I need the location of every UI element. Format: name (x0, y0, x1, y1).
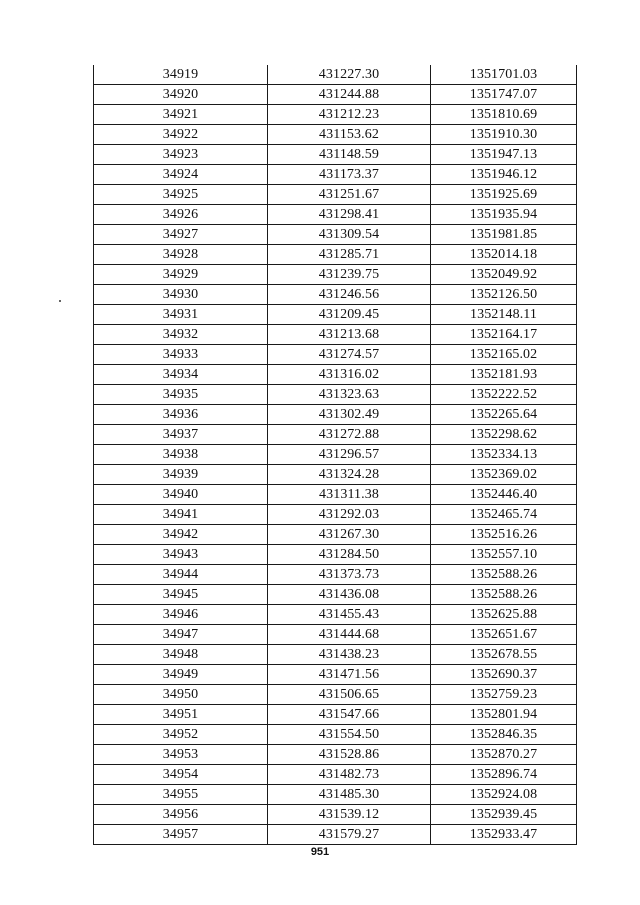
point-id-cell: 34925 (94, 185, 268, 205)
point-id-cell: 34952 (94, 725, 268, 745)
table-row (94, 145, 577, 165)
table-row (94, 485, 577, 505)
table-row (94, 445, 577, 465)
point-id-cell: 34944 (94, 565, 268, 585)
y-coordinate-cell: 1352759.23 (431, 685, 577, 705)
table-row (94, 365, 577, 385)
table-row (94, 685, 577, 705)
table-row (94, 305, 577, 325)
table-row (94, 785, 577, 805)
y-coordinate-cell: 1352265.64 (431, 405, 577, 425)
coordinate-table-body (94, 65, 577, 845)
table-row (94, 805, 577, 825)
point-id-cell: 34930 (94, 285, 268, 305)
x-coordinate-cell: 431444.68 (268, 625, 431, 645)
x-coordinate-cell: 431506.65 (268, 685, 431, 705)
y-coordinate-cell: 1352126.50 (431, 285, 577, 305)
point-id-cell: 34949 (94, 665, 268, 685)
point-id-cell: 34940 (94, 485, 268, 505)
y-coordinate-cell: 1352896.74 (431, 765, 577, 785)
point-id-cell: 34924 (94, 165, 268, 185)
page-number: 951 (310, 846, 330, 858)
table-row (94, 525, 577, 545)
x-coordinate-cell: 431246.56 (268, 285, 431, 305)
y-coordinate-cell: 1352651.67 (431, 625, 577, 645)
table-row (94, 405, 577, 425)
x-coordinate-cell: 431471.56 (268, 665, 431, 685)
x-coordinate-cell: 431316.02 (268, 365, 431, 385)
x-coordinate-cell: 431579.27 (268, 825, 431, 845)
y-coordinate-cell: 1352870.27 (431, 745, 577, 765)
table-row (94, 125, 577, 145)
table-row (94, 725, 577, 745)
x-coordinate-cell: 431482.73 (268, 765, 431, 785)
x-coordinate-cell: 431485.30 (268, 785, 431, 805)
table-row (94, 105, 577, 125)
x-coordinate-cell: 431373.73 (268, 565, 431, 585)
point-id-cell: 34957 (94, 825, 268, 845)
y-coordinate-cell: 1352222.52 (431, 385, 577, 405)
x-coordinate-cell: 431436.08 (268, 585, 431, 605)
x-coordinate-cell: 431212.23 (268, 105, 431, 125)
point-id-cell: 34937 (94, 425, 268, 445)
y-coordinate-cell: 1352181.93 (431, 365, 577, 385)
table-row (94, 565, 577, 585)
y-coordinate-cell: 1352164.17 (431, 325, 577, 345)
point-id-cell: 34932 (94, 325, 268, 345)
table-row (94, 185, 577, 205)
x-coordinate-cell: 431227.30 (268, 65, 431, 85)
x-coordinate-cell: 431148.59 (268, 145, 431, 165)
y-coordinate-cell: 1352933.47 (431, 825, 577, 845)
table-row (94, 505, 577, 525)
x-coordinate-cell: 431267.30 (268, 525, 431, 545)
table-row (94, 745, 577, 765)
table-row (94, 625, 577, 645)
y-coordinate-cell: 1352588.26 (431, 565, 577, 585)
y-coordinate-cell: 1351981.85 (431, 225, 577, 245)
y-coordinate-cell: 1351935.94 (431, 205, 577, 225)
y-coordinate-cell: 1351701.03 (431, 65, 577, 85)
table-row (94, 585, 577, 605)
point-id-cell: 34934 (94, 365, 268, 385)
point-id-cell: 34938 (94, 445, 268, 465)
y-coordinate-cell: 1352939.45 (431, 805, 577, 825)
point-id-cell: 34921 (94, 105, 268, 125)
x-coordinate-cell: 431285.71 (268, 245, 431, 265)
point-id-cell: 34927 (94, 225, 268, 245)
x-coordinate-cell: 431173.37 (268, 165, 431, 185)
point-id-cell: 34939 (94, 465, 268, 485)
y-coordinate-cell: 1352625.88 (431, 605, 577, 625)
y-coordinate-cell: 1352014.18 (431, 245, 577, 265)
table-row (94, 385, 577, 405)
table-row (94, 245, 577, 265)
y-coordinate-cell: 1351946.12 (431, 165, 577, 185)
y-coordinate-cell: 1352049.92 (431, 265, 577, 285)
x-coordinate-cell: 431311.38 (268, 485, 431, 505)
x-coordinate-cell: 431274.57 (268, 345, 431, 365)
table-row (94, 165, 577, 185)
y-coordinate-cell: 1351910.30 (431, 125, 577, 145)
x-coordinate-cell: 431296.57 (268, 445, 431, 465)
x-coordinate-cell: 431455.43 (268, 605, 431, 625)
point-id-cell: 34926 (94, 205, 268, 225)
point-id-cell: 34935 (94, 385, 268, 405)
table-row (94, 205, 577, 225)
point-id-cell: 34941 (94, 505, 268, 525)
y-coordinate-cell: 1352557.10 (431, 545, 577, 565)
y-coordinate-cell: 1352369.02 (431, 465, 577, 485)
x-coordinate-cell: 431547.66 (268, 705, 431, 725)
table-row (94, 665, 577, 685)
point-id-cell: 34948 (94, 645, 268, 665)
table-row (94, 825, 577, 845)
table-row (94, 225, 577, 245)
point-id-cell: 34951 (94, 705, 268, 725)
table-row (94, 425, 577, 445)
x-coordinate-cell: 431298.41 (268, 205, 431, 225)
point-id-cell: 34920 (94, 85, 268, 105)
table-row (94, 325, 577, 345)
y-coordinate-cell: 1352516.26 (431, 525, 577, 545)
x-coordinate-cell: 431244.88 (268, 85, 431, 105)
coordinate-table (93, 65, 577, 845)
point-id-cell: 34936 (94, 405, 268, 425)
y-coordinate-cell: 1351810.69 (431, 105, 577, 125)
table-row (94, 705, 577, 725)
x-coordinate-cell: 431239.75 (268, 265, 431, 285)
y-coordinate-cell: 1352465.74 (431, 505, 577, 525)
point-id-cell: 34942 (94, 525, 268, 545)
table-row (94, 265, 577, 285)
x-coordinate-cell: 431251.67 (268, 185, 431, 205)
y-coordinate-cell: 1351947.13 (431, 145, 577, 165)
y-coordinate-cell: 1352690.37 (431, 665, 577, 685)
point-id-cell: 34933 (94, 345, 268, 365)
x-coordinate-cell: 431438.23 (268, 645, 431, 665)
table-row (94, 85, 577, 105)
scan-speck (59, 300, 61, 302)
x-coordinate-cell: 431528.86 (268, 745, 431, 765)
x-coordinate-cell: 431302.49 (268, 405, 431, 425)
point-id-cell: 34956 (94, 805, 268, 825)
table-row (94, 765, 577, 785)
y-coordinate-cell: 1352446.40 (431, 485, 577, 505)
x-coordinate-cell: 431554.50 (268, 725, 431, 745)
y-coordinate-cell: 1352846.35 (431, 725, 577, 745)
x-coordinate-cell: 431539.12 (268, 805, 431, 825)
y-coordinate-cell: 1352678.55 (431, 645, 577, 665)
table-row (94, 345, 577, 365)
point-id-cell: 34953 (94, 745, 268, 765)
y-coordinate-cell: 1352924.08 (431, 785, 577, 805)
y-coordinate-cell: 1351925.69 (431, 185, 577, 205)
table-row (94, 545, 577, 565)
point-id-cell: 34929 (94, 265, 268, 285)
x-coordinate-cell: 431309.54 (268, 225, 431, 245)
x-coordinate-cell: 431209.45 (268, 305, 431, 325)
x-coordinate-cell: 431213.68 (268, 325, 431, 345)
x-coordinate-cell: 431323.63 (268, 385, 431, 405)
table-row (94, 65, 577, 85)
table-row (94, 285, 577, 305)
x-coordinate-cell: 431153.62 (268, 125, 431, 145)
table-row (94, 465, 577, 485)
point-id-cell: 34946 (94, 605, 268, 625)
point-id-cell: 34931 (94, 305, 268, 325)
y-coordinate-cell: 1352298.62 (431, 425, 577, 445)
point-id-cell: 34950 (94, 685, 268, 705)
point-id-cell: 34919 (94, 65, 268, 85)
x-coordinate-cell: 431284.50 (268, 545, 431, 565)
x-coordinate-cell: 431324.28 (268, 465, 431, 485)
x-coordinate-cell: 431292.03 (268, 505, 431, 525)
y-coordinate-cell: 1351747.07 (431, 85, 577, 105)
point-id-cell: 34955 (94, 785, 268, 805)
point-id-cell: 34945 (94, 585, 268, 605)
y-coordinate-cell: 1352148.11 (431, 305, 577, 325)
y-coordinate-cell: 1352588.26 (431, 585, 577, 605)
point-id-cell: 34923 (94, 145, 268, 165)
y-coordinate-cell: 1352165.02 (431, 345, 577, 365)
point-id-cell: 34922 (94, 125, 268, 145)
table-row (94, 645, 577, 665)
y-coordinate-cell: 1352801.94 (431, 705, 577, 725)
y-coordinate-cell: 1352334.13 (431, 445, 577, 465)
point-id-cell: 34947 (94, 625, 268, 645)
point-id-cell: 34943 (94, 545, 268, 565)
x-coordinate-cell: 431272.88 (268, 425, 431, 445)
point-id-cell: 34954 (94, 765, 268, 785)
point-id-cell: 34928 (94, 245, 268, 265)
table-row (94, 605, 577, 625)
